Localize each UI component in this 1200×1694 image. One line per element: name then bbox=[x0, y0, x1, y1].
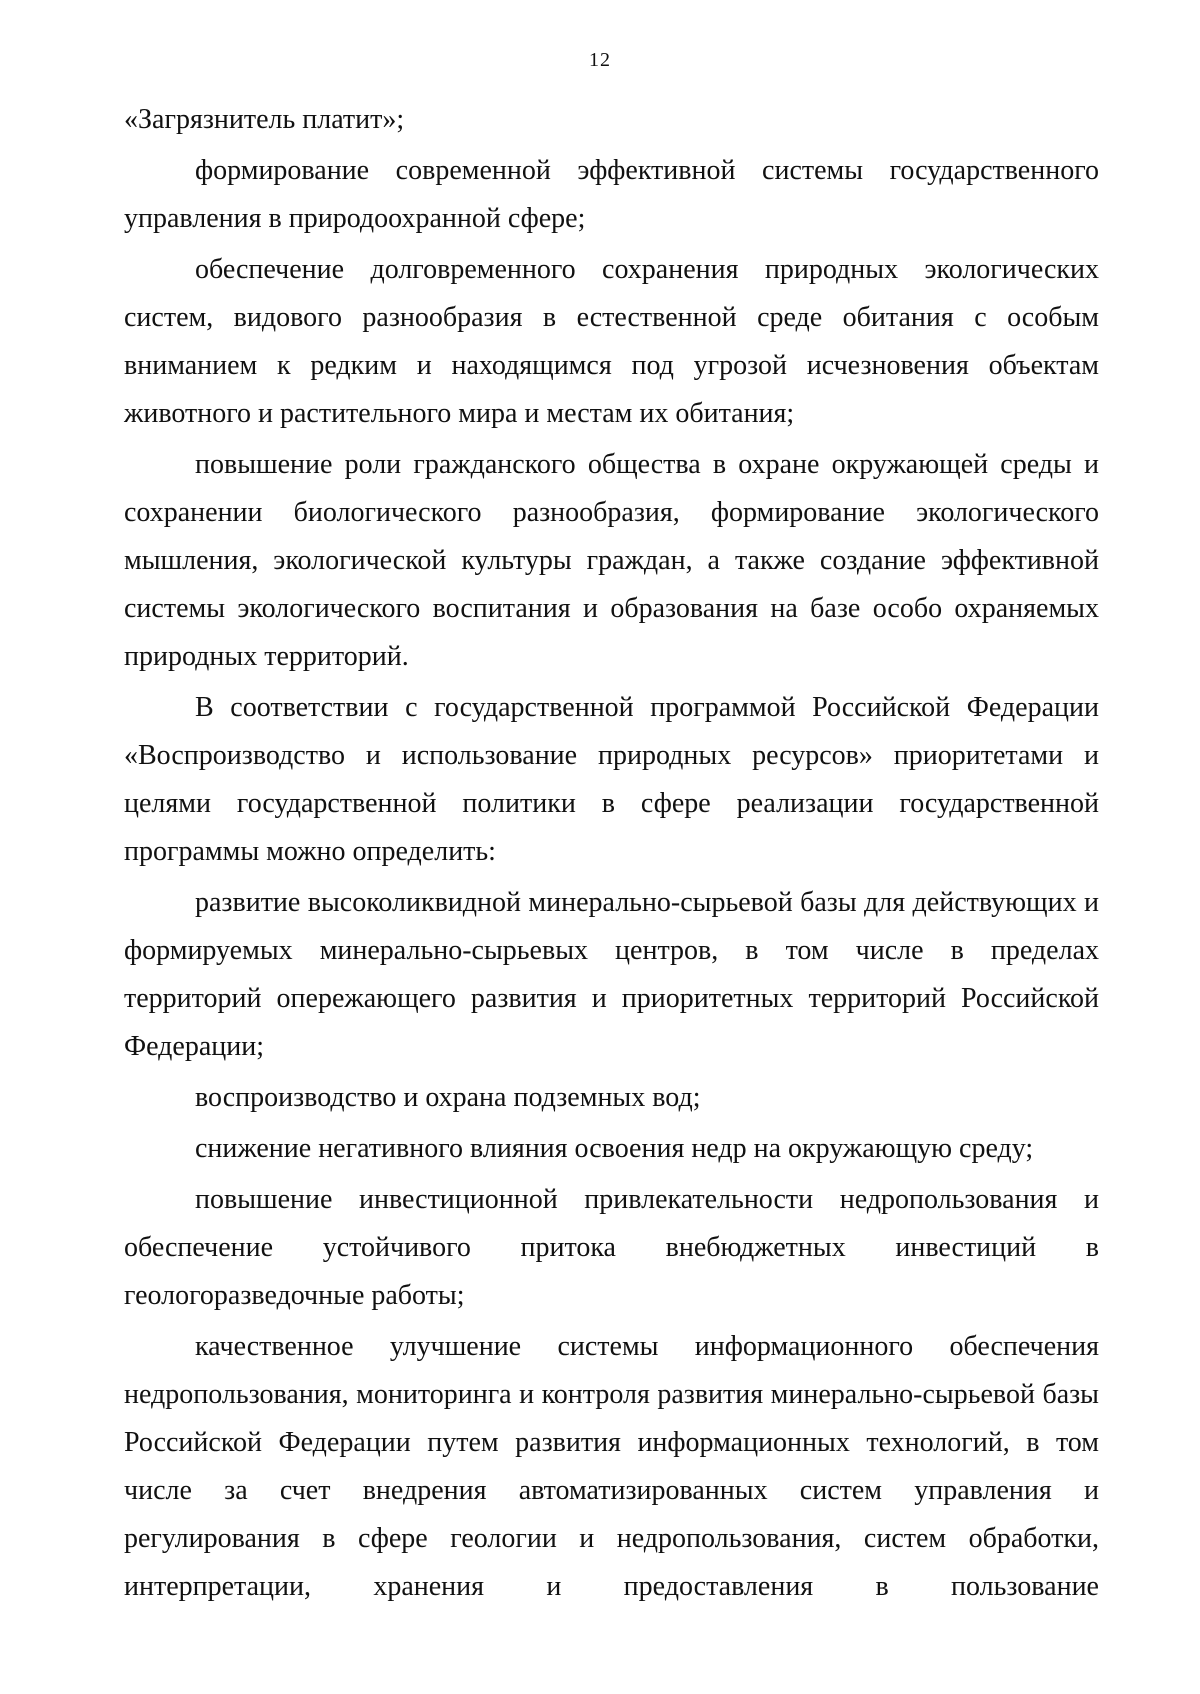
paragraph-9: повышение инвестиционной привлекательности недропользования и обеспечение устойчивого притока внебюджетных инвестиций в геологоразведочные работы; bbox=[124, 1184, 1099, 1311]
paragraph-1: «Загрязнитель платит»; bbox=[124, 104, 405, 135]
paragraph-6: развитие высоколиквидной минерально-сырьевой базы для действующих и формируемых минерально-сырьевых центров, в том числе в пределах территорий опережающего развития и приоритетных территорий Российской Федерации; bbox=[124, 887, 1099, 1062]
paragraph-7: воспроизводство и охрана подземных вод; bbox=[195, 1082, 701, 1113]
document-body bbox=[124, 96, 1099, 1611]
paragraph-3: обеспечение долговременного сохранения природных экологических систем, видового разнообразия в естественной среде обитания с особым вниманием к редким и находящимся под угрозой исчезновения объектам животного и растительного мира и местам их обитания; bbox=[124, 254, 1099, 429]
page-number: 12 bbox=[589, 49, 611, 71]
paragraph-4: повышение роли гражданского общества в охране окружающей среды и сохранении биологического разнообразия, формирование экологического мышления, экологической культуры граждан, а также создание эффективной системы экологического воспитания и образования на базе особо охраняемых природных территорий. bbox=[124, 449, 1099, 672]
paragraph-10: качественное улучшение системы информационного обеспечения недропользования, мониторинга и контроля развития минерально-сырьевой базы Российской Федерации путем развития информационных технологий, в том числе за счет внедрения автоматизированных систем управления и регулирования в сфере геологии и недропользования, систем обработки, интерпретации, хранения и предоставления в пользование bbox=[124, 1331, 1099, 1602]
paragraph-5: В соответствии с государственной программой Российской Федерации «Воспроизводство и использование природных ресурсов» приоритетами и целями государственной политики в сфере реализации государственной программы можно определить: bbox=[124, 692, 1099, 867]
paragraph-2: формирование современной эффективной системы государственного управления в природоохранной сфере; bbox=[124, 155, 1099, 234]
paragraph-8: снижение негативного влияния освоения недр на окружающую среду; bbox=[195, 1133, 1034, 1164]
